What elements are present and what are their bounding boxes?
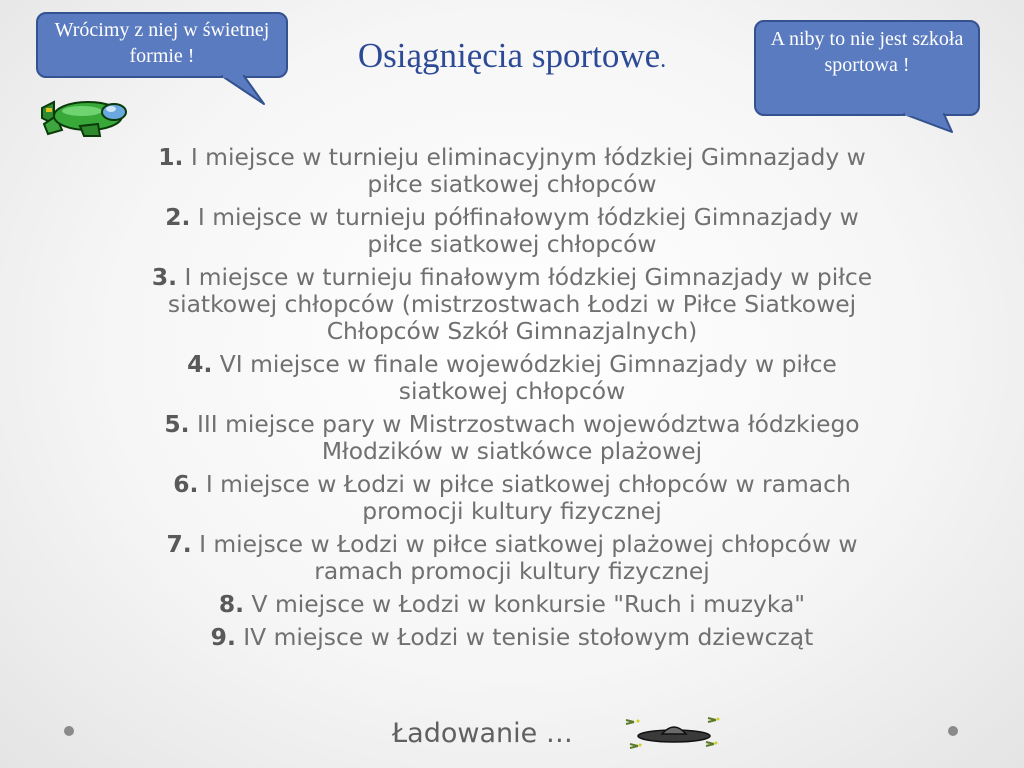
list-item [150,264,874,345]
slide-title [300,34,724,82]
list-item [150,204,874,258]
list-item [150,531,874,585]
list-item-number: 4. [187,350,213,378]
slide-title-text: Osiągnięcia sportowe [357,36,661,75]
speech-bubble-right-text: A niby to nie jest szkoła sportowa ! [770,28,964,76]
list-item-number: 1. [158,143,184,171]
list-item-number: 3. [151,263,177,291]
slide-title-suffix: . [660,47,667,73]
green-spaceship-icon [40,94,134,138]
list-item-number: 7. [166,530,192,558]
list-item [150,624,874,651]
list-item [150,471,874,525]
list-item-text: I miejsce w turnieju finałowym łódzkiej Gimnazjady w piłce siatkowej chłopców (mistrzostwach Łodzi w Piłce Siatkowej Chłopców Szkół Gimnazjalnych) [167,263,873,345]
list-item-text: V miejsce w Łodzi w konkursie "Ruch i muzyka" [251,590,806,618]
list-item [150,351,874,405]
list-item-number: 2. [165,203,191,231]
list-item-text: I miejsce w Łodzi w piłce siatkowej plażowej chłopców w ramach promocji kultury fizycznej [199,530,858,585]
footer-bullet-right [948,726,958,736]
speech-bubble-right-tail [900,112,960,136]
list-item-number: 6. [173,470,199,498]
list-item-number: 8. [218,590,245,618]
speech-bubble-left-text: Wrócimy z niej w świetnej formie ! [54,19,270,67]
list-item-text: I miejsce w turnieju eliminacyjnym łódzkiej Gimnazjady w piłce siatkowej chłopców [190,143,866,198]
list-item-number: 9. [210,623,236,651]
speech-bubble-left [36,12,288,78]
list-item-text: I miejsce w turnieju półfinałowym łódzkiej Gimnazjady w piłce siatkowej chłopców [197,203,859,258]
list-item-text: IV miejsce w Łodzi w tenisie stołowym dziewcząt [243,623,814,651]
list-item-text: III miejsce pary w Mistrzostwach województwa łódzkiego Młodzików w siatkówce plażowej [196,410,860,465]
speech-bubble-right [754,20,980,116]
speech-bubble-left-tail [220,74,270,108]
loading-text: Ładowanie … [392,718,573,749]
achievements-list [150,144,874,657]
footer-bullet-left [64,726,74,736]
ufo-icon [622,714,726,754]
list-item [150,144,874,198]
list-item [150,411,874,465]
list-item [150,591,874,618]
list-item-text: VI miejsce w finale wojewódzkiej Gimnazjady w piłce siatkowej chłopców [219,350,837,405]
list-item-text: I miejsce w Łodzi w piłce siatkowej chłopców w ramach promocji kultury fizycznej [205,470,851,525]
list-item-number: 5. [164,410,190,438]
